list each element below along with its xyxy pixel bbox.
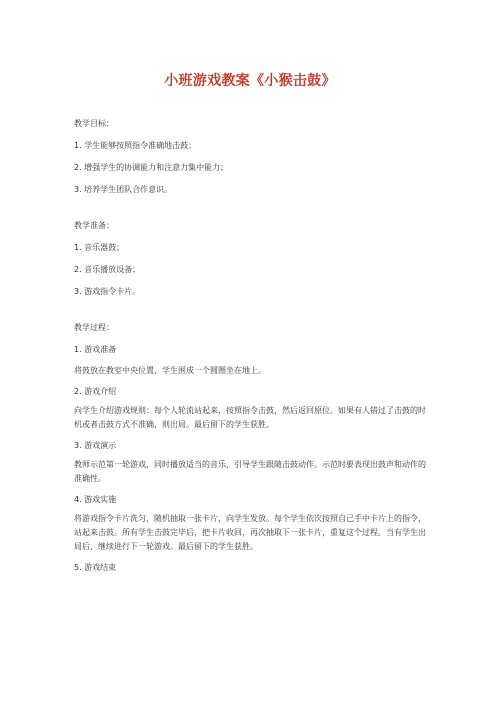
goals-section [74,118,426,196]
goals-heading: 教学目标： [74,119,114,128]
prep-section [74,220,426,298]
step-text: 将鼓放在教室中央位置，学生围成一个圆圈坐在地上。 [74,366,266,375]
step-text: 将游戏指令卡片洗匀，随机抽取一张卡片，向学生发放。每个学生依次按照自己手中卡片上的指令，站起来击鼓。所有学生击鼓完毕后，把卡片收回，再次抽取下一张卡片，重复这个过程。当有学生出局后，继续进行下一轮游戏。最后留下的学生获胜。 [74,514,426,551]
step-title: 5. 游戏结束 [74,563,117,572]
process-section [74,322,426,574]
goal-item: 1. 学生能够按照指令准确地击鼓； [74,141,197,150]
step-title: 3. 游戏演示 [74,441,117,450]
prep-item: 3. 游戏指令卡片。 [74,287,141,296]
prep-item: 1. 音乐器鼓； [74,243,125,252]
step-text: 向学生介绍游戏规则：每个人轮流站起来，按照指令击鼓，然后返回原位。如果有人错过了击鼓的时机或者击鼓方式不准确，则出局。最后留下的学生获胜。 [74,406,426,429]
goal-item: 3. 培养学生团队合作意识。 [74,185,173,194]
step-title: 1. 游戏准备 [74,345,117,354]
process-heading: 教学过程： [74,323,114,332]
prep-item: 2. 音乐播放设备； [74,265,141,274]
goal-item: 2. 增强学生的协调能力和注意力集中能力； [74,163,229,172]
document-title: 小班游戏教案《小猴击鼓》 [164,73,336,89]
step-text: 教师示范第一轮游戏，同时播放适当的音乐，引导学生跟随击鼓动作。示范时要表现出鼓声和动作的准确性。 [74,460,426,483]
step-title: 2. 游戏介绍 [74,387,117,396]
prep-heading: 教学准备： [74,221,114,230]
step-title: 4. 游戏实施 [74,495,117,504]
